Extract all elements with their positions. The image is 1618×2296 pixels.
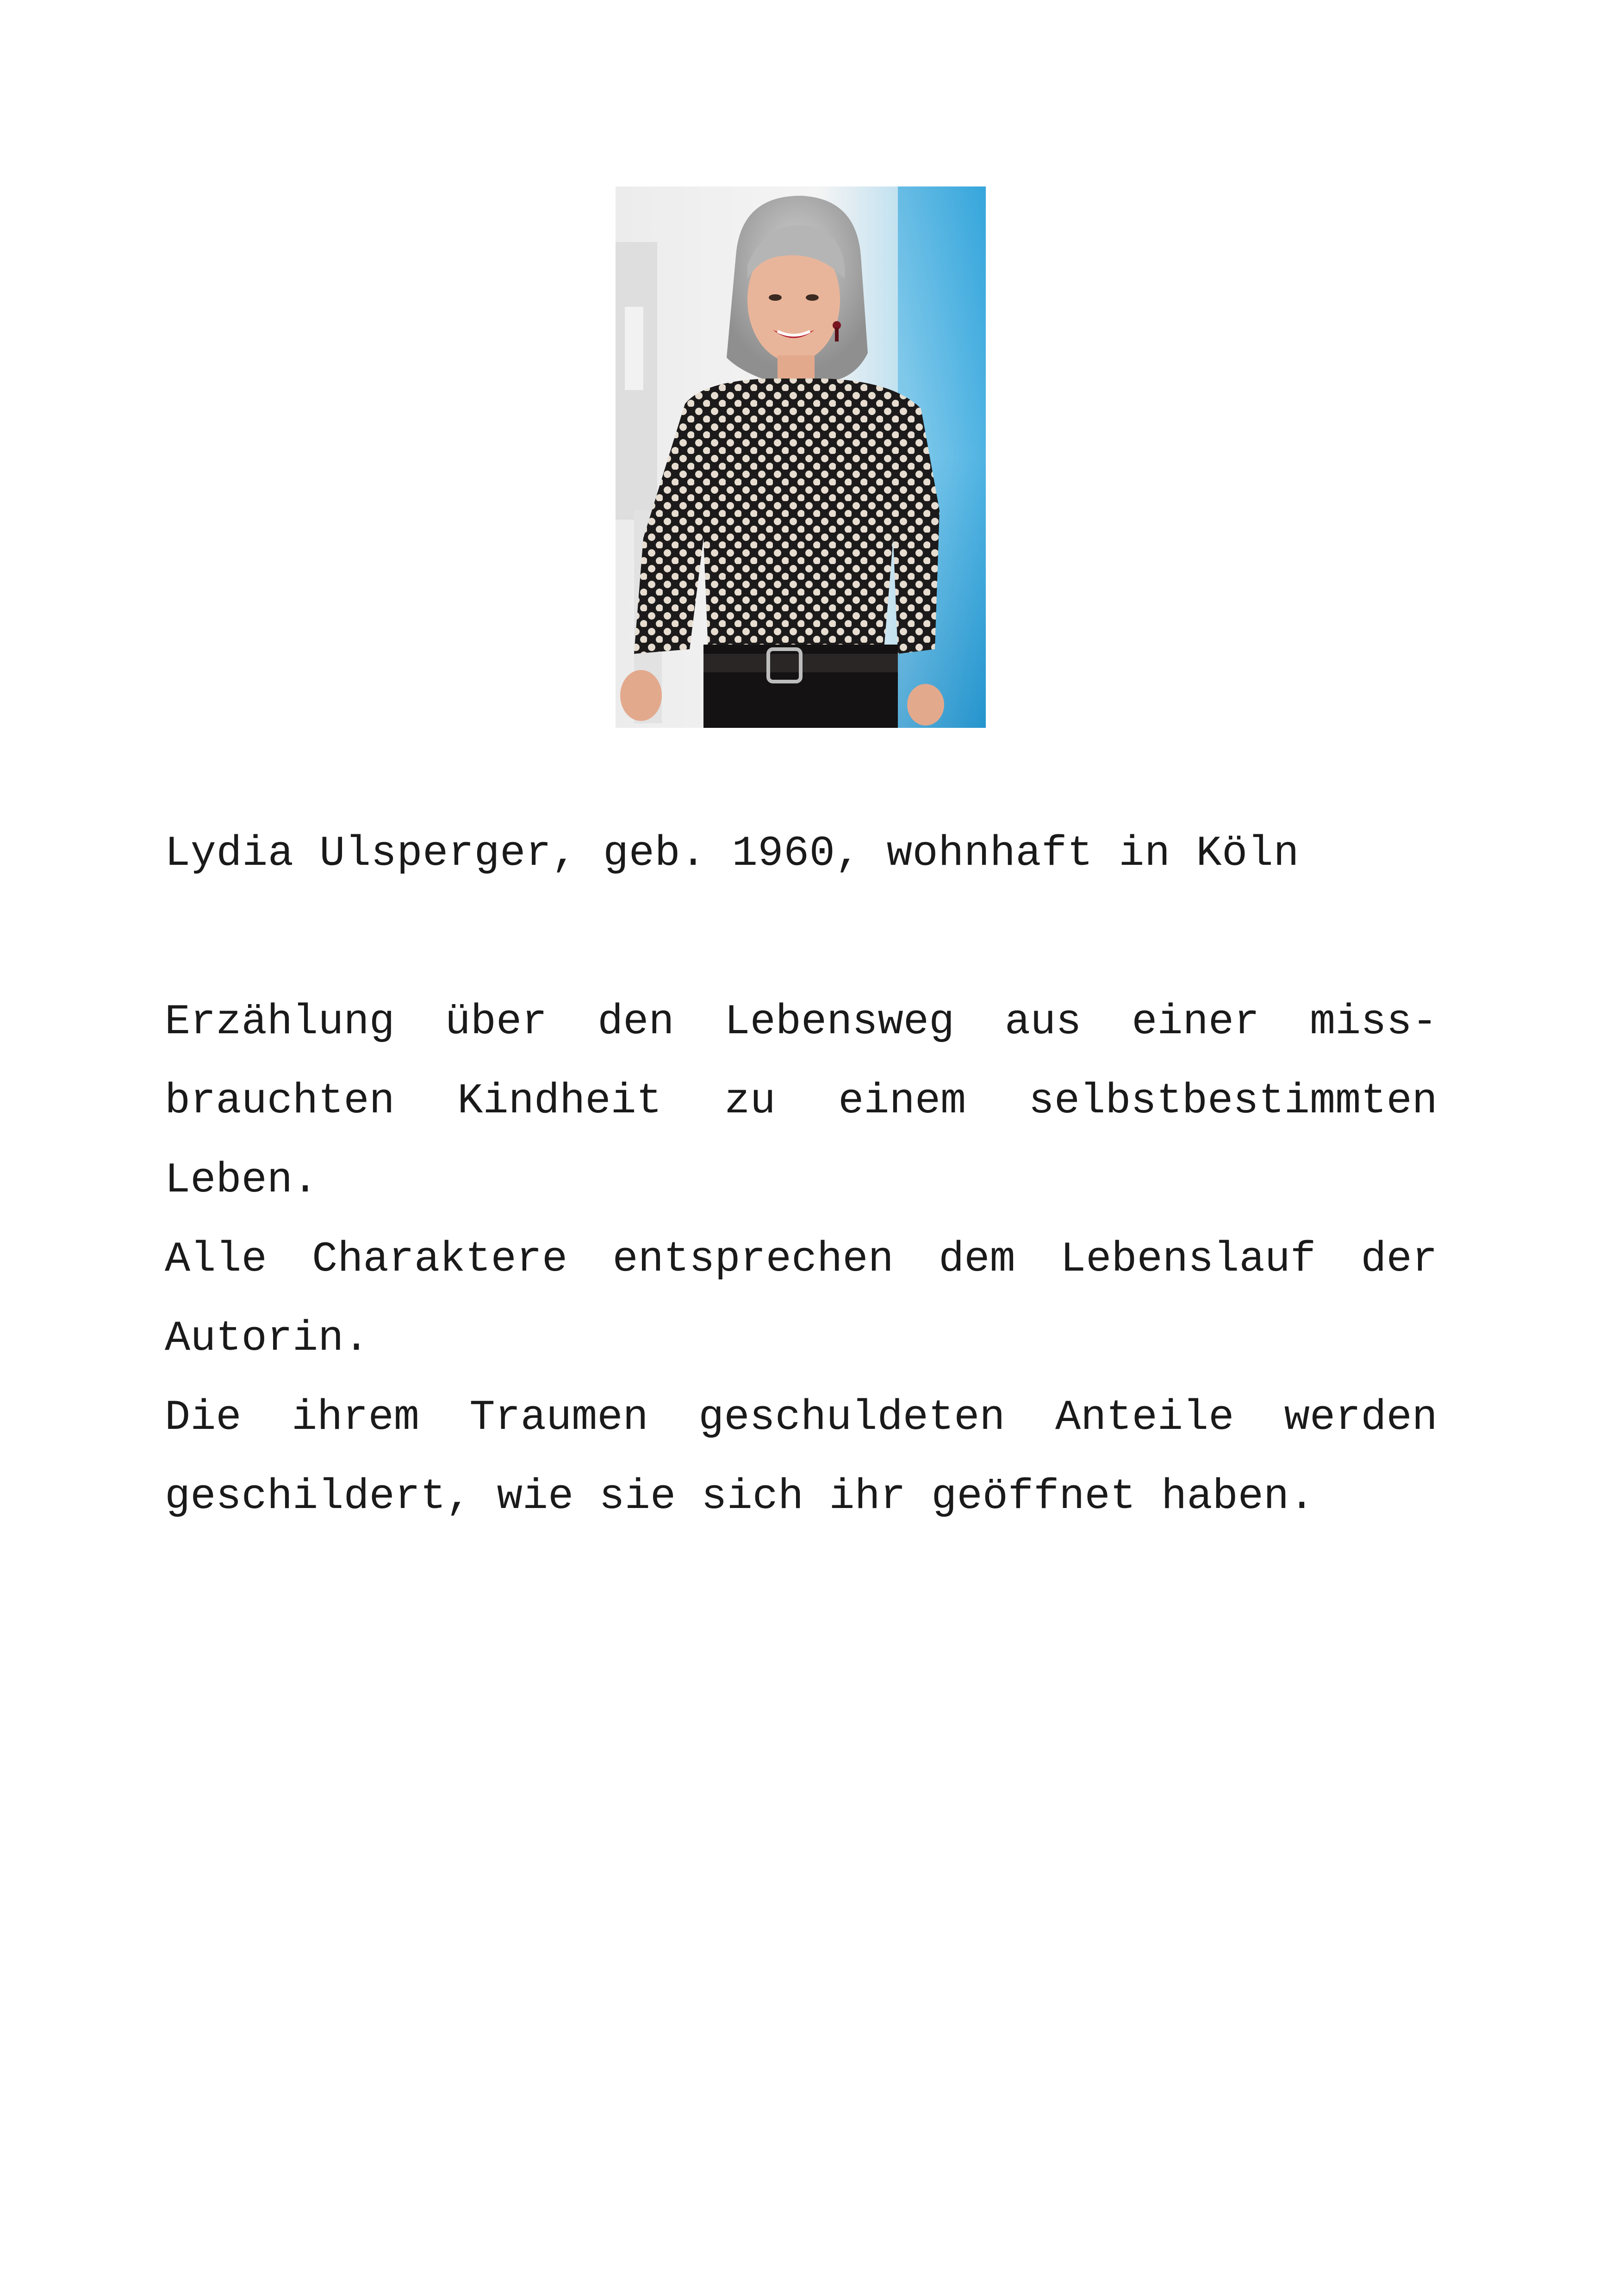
description-paragraph-2: Alle Charaktere entsprechen dem Lebenslauf der Autorin.	[165, 1235, 1438, 1363]
book-description	[165, 982, 1438, 1536]
author-portrait	[616, 186, 986, 728]
description-paragraph-3: Die ihrem Traumen geschuldeten Anteile werden geschildert, wie sie sich ihr geöffnet haben.	[165, 1393, 1438, 1521]
description-paragraph-1: Erzählung über den Lebensweg aus einer miss-brauchten Kindheit zu einem selbstbestimmten Leben.	[165, 998, 1438, 1204]
author-info: Lydia Ulsperger, geb. 1960, wohnhaft in Köln	[165, 829, 1300, 878]
portrait-photo-icon	[616, 186, 986, 728]
